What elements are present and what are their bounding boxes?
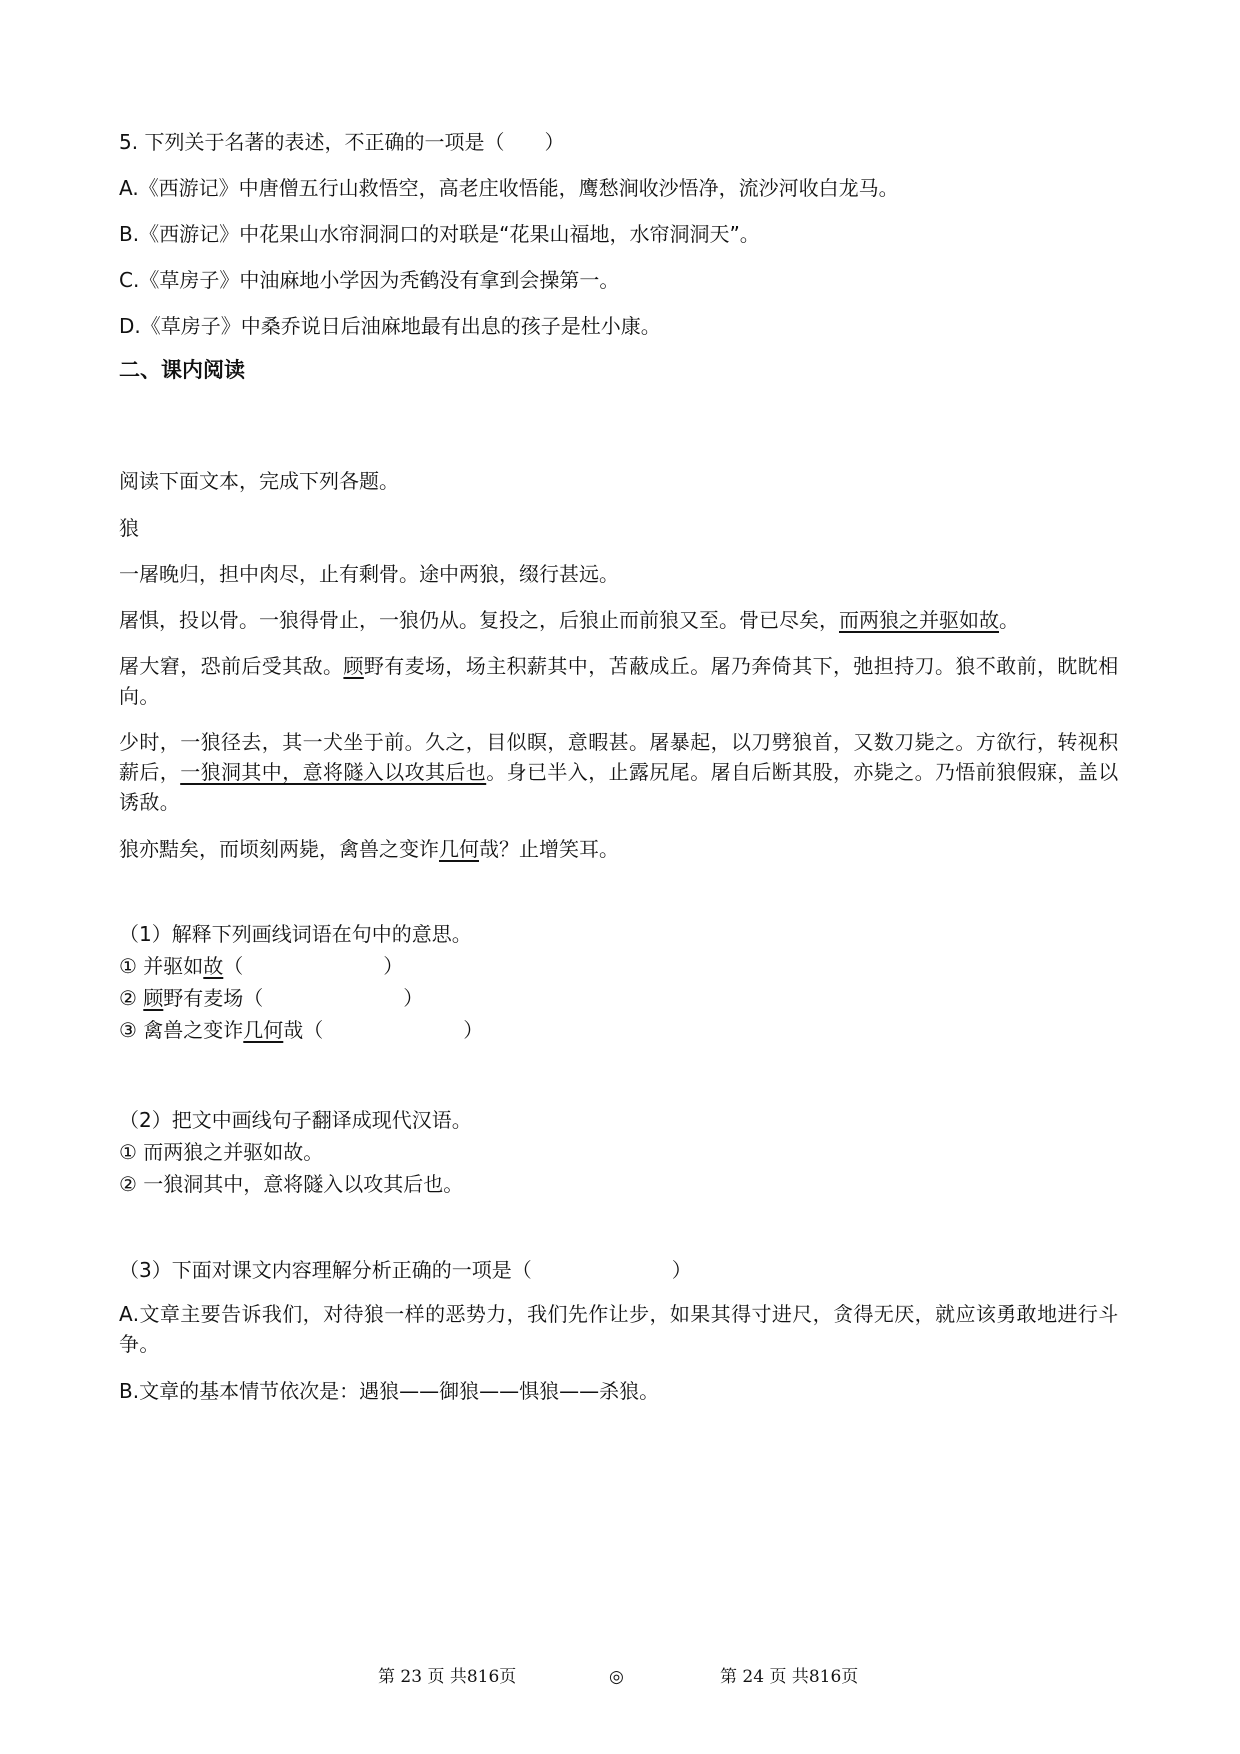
q5-option-b: B.《西游记》中花果山水帘洞洞口的对联是“花果山福地，水帘洞洞天”。 bbox=[119, 222, 760, 246]
reading-intro: 阅读下面文本，完成下列各题。 bbox=[119, 469, 399, 493]
footer-ornament: ◎ bbox=[609, 1667, 624, 1687]
underlined-sentence-1: 而两狼之并驱如故 bbox=[839, 608, 999, 632]
q1-item-2: ② 顾野有麦场（ ） bbox=[119, 986, 424, 1010]
section-heading: 二、课内阅读 bbox=[119, 358, 245, 382]
q5-stem: 5. 下列关于名著的表述，不正确的一项是（ ） bbox=[119, 130, 565, 154]
q2-item-1: ① 而两狼之并驱如故。 bbox=[119, 1140, 324, 1164]
passage-paragraph-5: 狼亦黠矣，而顷刻两毙，禽兽之变诈几何哉？止增笑耳。 bbox=[119, 837, 619, 861]
q3-stem: （3）下面对课文内容理解分析正确的一项是（ ） bbox=[119, 1258, 692, 1282]
q2-item-2: ② 一狼洞其中，意将隧入以攻其后也。 bbox=[119, 1172, 464, 1196]
q1-item-1: ① 并驱如故（ ） bbox=[119, 954, 404, 978]
passage-paragraph-3: 屠大窘，恐前后受其敌。顾野有麦场，场主积薪其中，苫蔽成丘。屠乃奔倚其下，弛担持刀。狼不敢前，眈眈相向。 bbox=[119, 654, 1119, 708]
footer-page-left: 第 23 页 共816页 bbox=[378, 1667, 517, 1687]
passage-title: 狼 bbox=[119, 516, 139, 540]
passage-paragraph-4: 少时，一狼径去，其一犬坐于前。久之，目似瞑，意暇甚。屠暴起，以刀劈狼首，又数刀毙之。方欲行，转视积薪后，一狼洞其中，意将隧入以攻其后也。身已半入，止露尻尾。屠自后断其股，亦毙之。乃悟前狼假寐，盖以诱敌。 bbox=[119, 730, 1119, 814]
underlined-sentence-2: 一狼洞其中，意将隧入以攻其后也 bbox=[180, 760, 487, 784]
q3-option-a: A.文章主要告诉我们，对待狼一样的恶势力，我们先作让步，如果其得寸进尺，贪得无厌，就应该勇敢地进行斗争。 bbox=[119, 1302, 1119, 1356]
passage-paragraph-1: 一屠晚归，担中肉尽，止有剩骨。途中两狼，缀行甚远。 bbox=[119, 562, 619, 586]
underlined-word-gu: 顾 bbox=[343, 654, 364, 678]
q1-stem: （1）解释下列画线词语在句中的意思。 bbox=[119, 922, 472, 946]
q5-option-a: A.《西游记》中唐僧五行山救悟空，高老庄收悟能，鹰愁涧收沙悟净，流沙河收白龙马。 bbox=[119, 176, 899, 200]
q3-option-b: B.文章的基本情节依次是：遇狼——御狼——惧狼——杀狼。 bbox=[119, 1379, 660, 1403]
footer-page-right: 第 24 页 共816页 bbox=[720, 1667, 859, 1687]
underlined-word-jihe: 几何 bbox=[439, 837, 479, 861]
passage-paragraph-2: 屠惧，投以骨。一狼得骨止，一狼仍从。复投之，后狼止而前狼又至。骨已尽矣，而两狼之并驱如故。 bbox=[119, 608, 1019, 632]
q2-stem: （2）把文中画线句子翻译成现代汉语。 bbox=[119, 1108, 472, 1132]
q5-option-c: C.《草房子》中油麻地小学因为秃鹤没有拿到会操第一。 bbox=[119, 268, 620, 292]
q1-item-3: ③ 禽兽之变诈几何哉（ ） bbox=[119, 1018, 484, 1042]
q5-option-d: D.《草房子》中桑乔说日后油麻地最有出息的孩子是杜小康。 bbox=[119, 314, 661, 338]
